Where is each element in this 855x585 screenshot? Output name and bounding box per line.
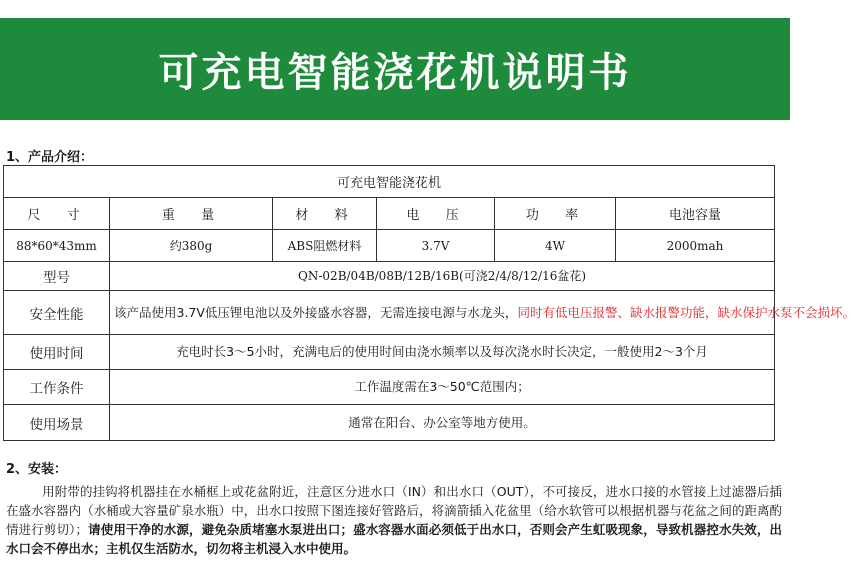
scenes-label: 使用场景	[4, 405, 110, 441]
value-weight: 约380g	[110, 230, 273, 262]
value-battery: 2000mah	[616, 230, 775, 262]
safety-row	[4, 291, 775, 335]
title-banner	[0, 18, 790, 120]
value-power: 4W	[495, 230, 616, 262]
document-title: 可充电智能浇花机说明书	[158, 49, 632, 96]
header-battery: 电池容量	[616, 198, 775, 230]
safety-text: 该产品使用3.7V低压锂电池以及外接盛水容器，无需连接电源与水龙头，	[114, 304, 518, 320]
header-material: 材 料	[273, 198, 377, 230]
section-heading-install: 2、安装：	[6, 462, 68, 477]
usage-time-row	[4, 335, 775, 370]
header-weight: 重 量	[110, 198, 273, 230]
install-paragraph	[6, 482, 782, 558]
value-material: ABS阻燃材料	[273, 230, 377, 262]
conditions-row	[4, 370, 775, 405]
model-label: 型号	[4, 262, 110, 291]
spec-table	[3, 165, 855, 441]
model-value: QN-02B/04B/08B/12B/16B(可浇2/4/8/12/16盆花)	[110, 262, 775, 291]
model-row	[4, 262, 775, 291]
scenes-row	[4, 405, 775, 441]
table-header-row	[4, 198, 775, 230]
safety-label: 安全性能	[4, 291, 110, 335]
table-values-row	[4, 230, 775, 262]
table-title-row	[4, 166, 775, 198]
header-size: 尺 寸	[4, 198, 110, 230]
header-voltage: 电 压	[377, 198, 495, 230]
value-size: 88*60*43mm	[4, 230, 110, 262]
header-power: 功 率	[495, 198, 616, 230]
safety-highlight: 同时有低电压报警、缺水报警功能，缺水保护水泵不会损坏。	[517, 304, 855, 320]
value-voltage: 3.7V	[377, 230, 495, 262]
install-warning: 请使用干净的水源，避免杂质堵塞水泵进出口；盛水容器水面必须低于出水口，否则会产生虹吸现象，导致机器控水失效，出水口会不停出水；主机仅生活防水，切勿将主机浸入水中使用。	[6, 522, 782, 556]
table-title: 可充电智能浇花机	[4, 166, 775, 198]
usage-time-label: 使用时间	[4, 335, 110, 370]
install-text: 用附带的挂钩将机器挂在水桶框上或花盆附近，注意区分进水口（IN）和出水口（OUT），不可接反，进水口接的水管接上过滤器后插在盛水容器内（水桶或大容量矿泉水瓶）中，出水口按照下图连接好管路后，将滴箭插入花盆里（给水软管可以根据机器与花盆之间的距离酌情进行剪切）；	[6, 484, 782, 537]
safety-value	[110, 291, 855, 335]
conditions-value: 工作温度需在3～50℃范围内；	[110, 370, 775, 405]
scenes-value: 通常在阳台、办公室等地方使用。	[110, 405, 775, 441]
usage-time-value: 充电时长3～5小时，充满电后的使用时间由浇水频率以及每次浇水时长决定，一般使用2～3个月	[110, 335, 775, 370]
section-heading-intro: 1、产品介绍：	[6, 150, 94, 165]
conditions-label: 工作条件	[4, 370, 110, 405]
